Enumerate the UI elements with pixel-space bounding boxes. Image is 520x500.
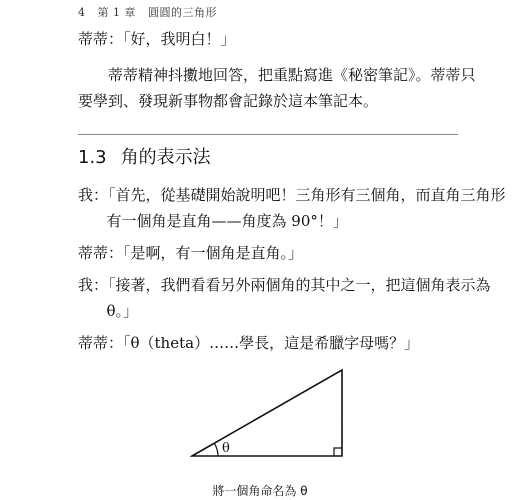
section-divider	[78, 134, 458, 135]
dialogue-tetra-2: 蒂蒂：「是啊，有一個角是直角。」	[78, 244, 304, 262]
dialogue-tetra-3: 蒂蒂：「θ（theta）……學長，這是希臘字母嗎？」	[78, 334, 420, 352]
chapter-title: 圓圓的三角形	[148, 6, 217, 19]
page-number: 4	[78, 6, 86, 19]
right-triangle-figure	[190, 368, 350, 462]
narration-paragraph: 蒂蒂精神抖擻地回答，把重點寫進《秘密筆記》。蒂蒂只要學到、發現新事物都會記錄於這本筆記本。	[78, 66, 476, 110]
dialogue-me-2: 我：「接著，我們看看另外兩個角的其中之一，把這個角表示為 θ。」	[78, 276, 491, 320]
section-title: 角的表示法	[120, 147, 211, 168]
right-angle-marker	[334, 448, 342, 456]
chapter-number: 第 1 章	[97, 6, 136, 19]
figure-caption: 將一個角命名為 θ	[212, 484, 308, 498]
right-triangle	[192, 370, 342, 456]
dialogue-tetra-1: 蒂蒂：「好，我明白！」	[78, 30, 236, 48]
section-heading	[78, 143, 211, 169]
angle-arc	[215, 443, 219, 456]
section-number: 1.3	[78, 147, 107, 168]
angle-theta-label: θ	[222, 441, 230, 456]
dialogue-me-1: 我：「首先，從基礎開始說明吧！三角形有三個角，而直角三角形有一個角是直角——角度為 90°！」	[78, 186, 506, 230]
running-header	[78, 4, 225, 20]
